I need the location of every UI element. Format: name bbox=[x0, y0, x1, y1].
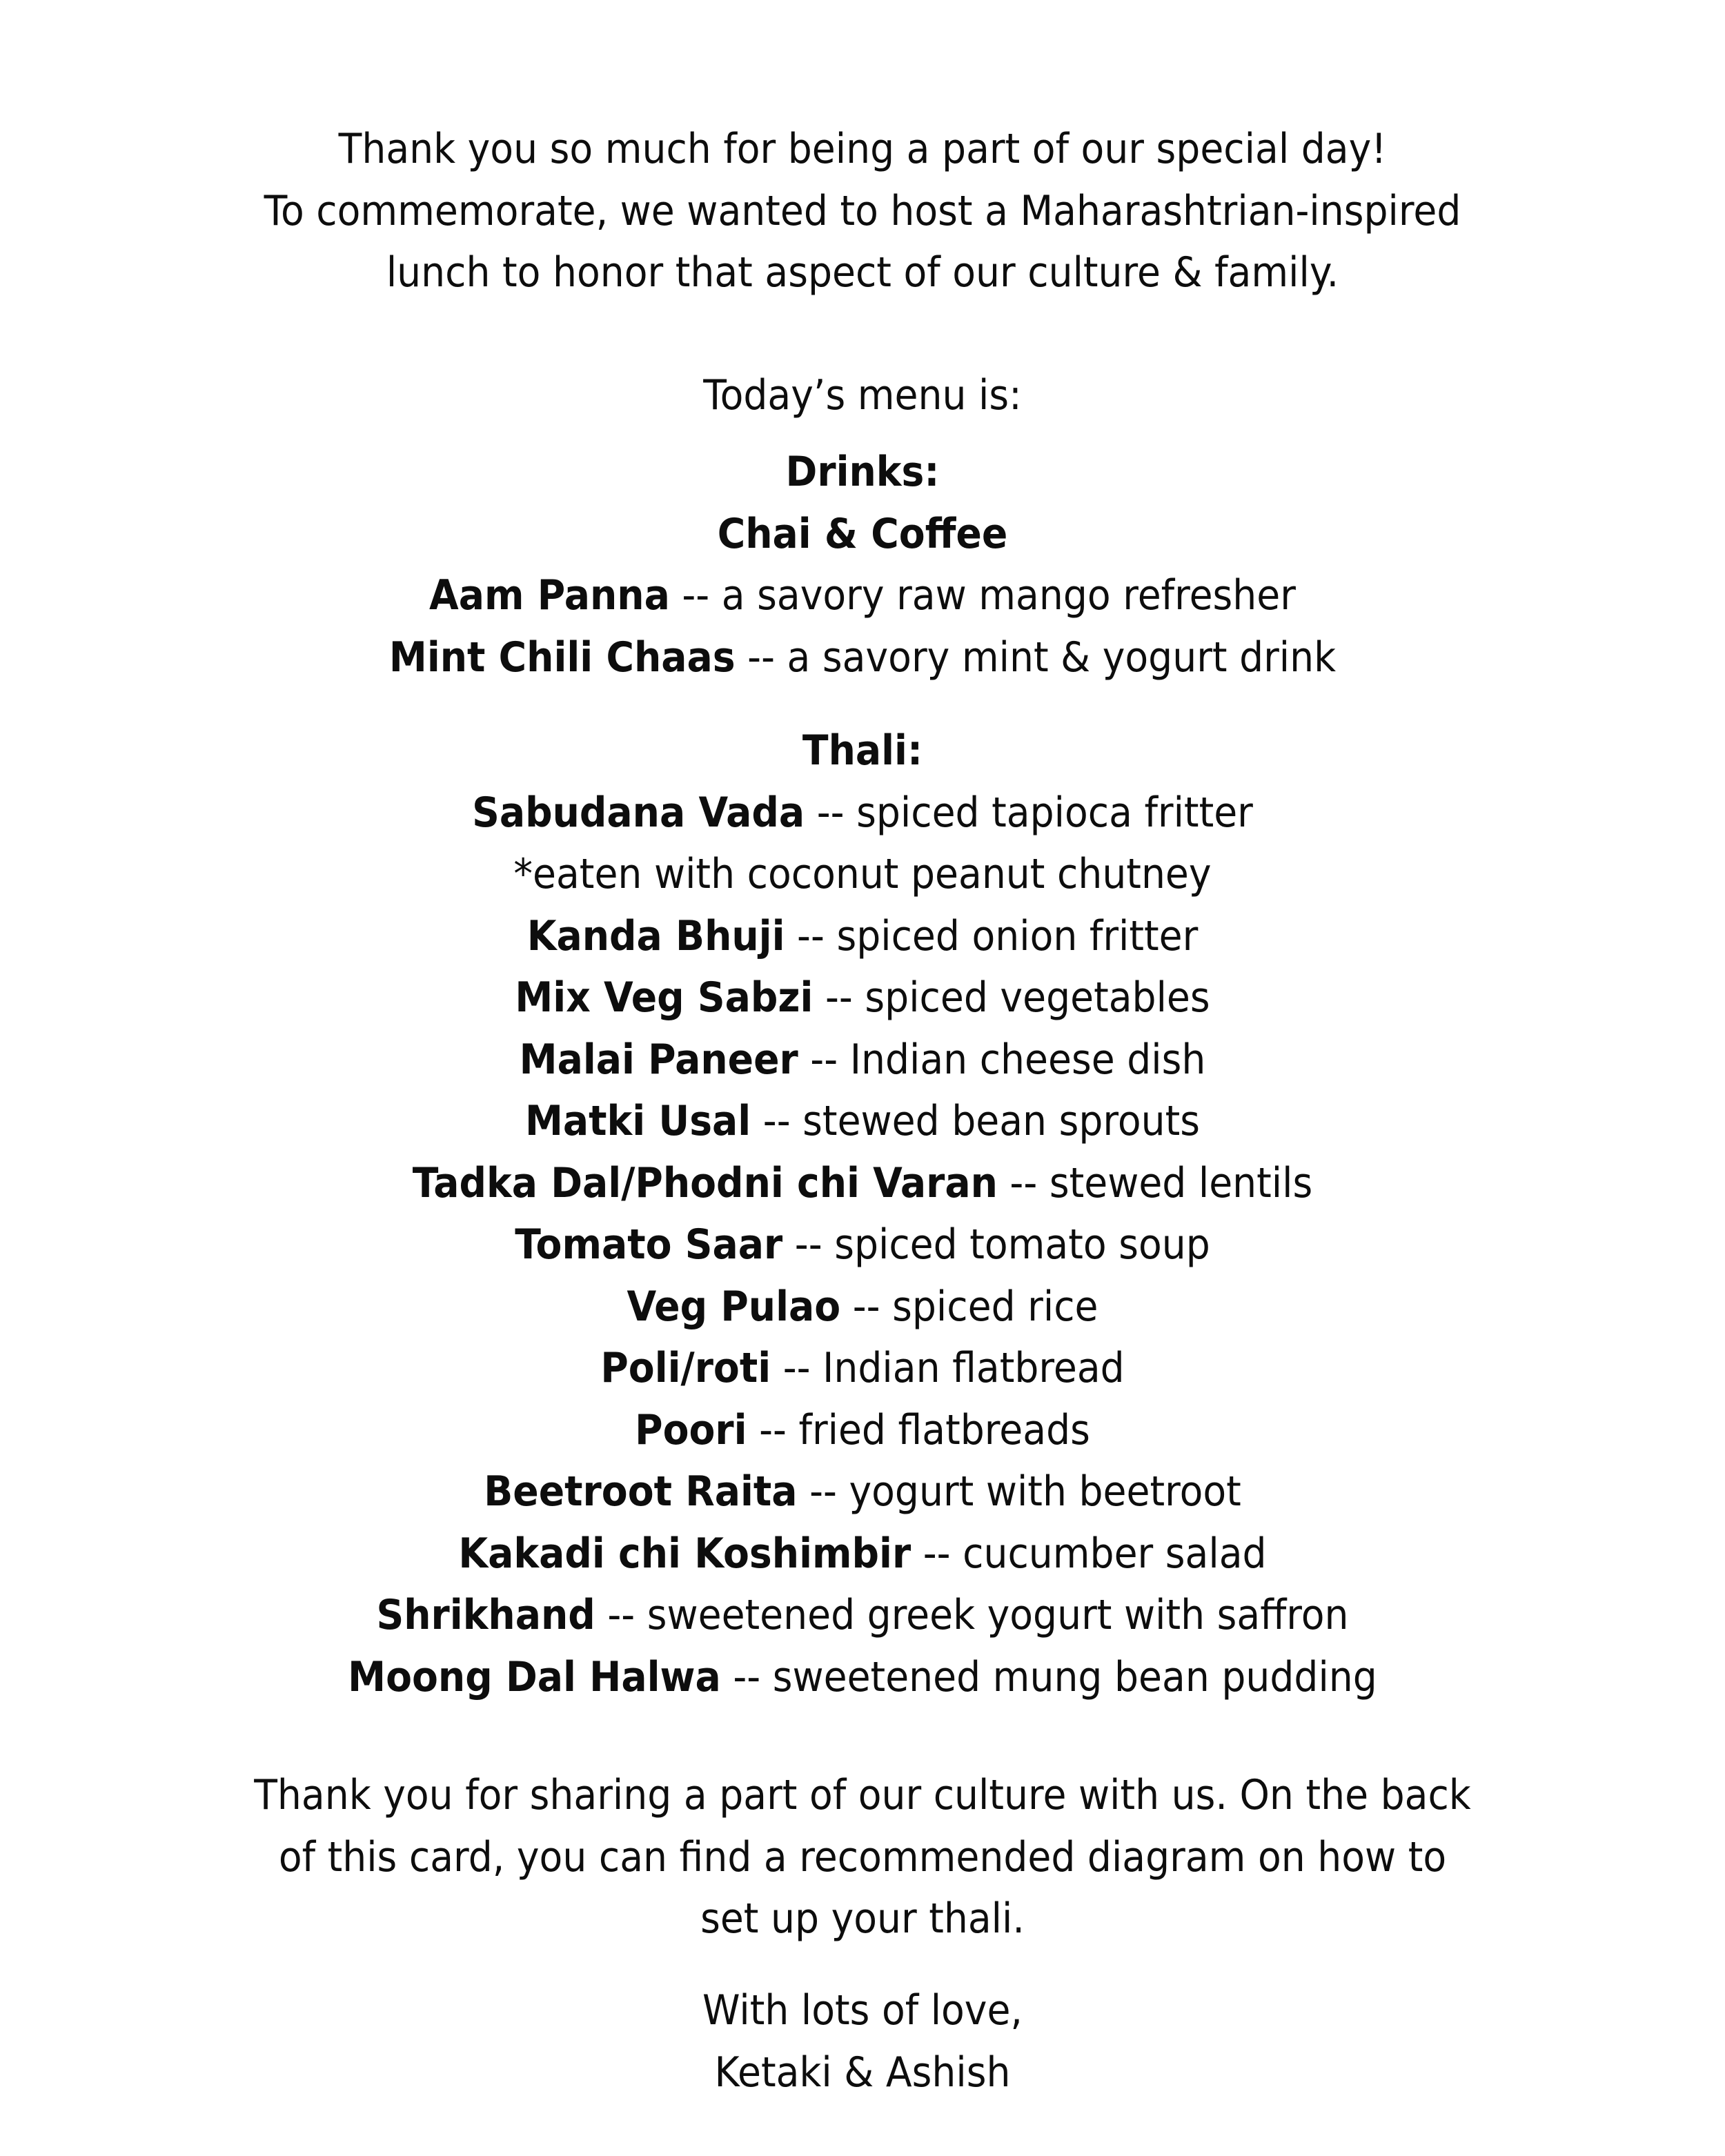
menu-item-separator: -- bbox=[997, 1158, 1049, 1207]
menu-item bbox=[69, 1647, 1656, 1709]
menu-item-name: Tomato Saar bbox=[515, 1220, 783, 1269]
menu-item bbox=[69, 1091, 1656, 1153]
menu-item-separator: -- bbox=[720, 1652, 773, 1701]
menu-item bbox=[69, 1214, 1656, 1276]
menu-item-description: spiced tapioca fritter bbox=[856, 788, 1253, 837]
intro-paragraph bbox=[0, 119, 1725, 304]
menu-item bbox=[69, 1461, 1656, 1523]
menu-item bbox=[69, 1400, 1656, 1462]
menu-item bbox=[69, 1338, 1656, 1400]
menu-item-description: spiced onion fritter bbox=[836, 911, 1199, 960]
menu-item-separator: -- bbox=[911, 1529, 963, 1578]
menu-item bbox=[69, 782, 1656, 844]
menu-item-description: Indian flatbread bbox=[822, 1344, 1125, 1392]
menu-item-separator: -- bbox=[747, 1405, 799, 1454]
menu-item-name: Veg Pulao bbox=[627, 1282, 841, 1331]
menu-item-separator: -- bbox=[735, 633, 787, 682]
menu-item-name: Poori bbox=[635, 1405, 747, 1454]
thali-heading: Thali: bbox=[802, 726, 923, 775]
menu-item-name: Chai & Coffee bbox=[717, 509, 1008, 558]
menu-item-name: Mix Veg Sabzi bbox=[515, 973, 814, 1022]
menu-item-name: Moong Dal Halwa bbox=[348, 1652, 721, 1701]
menu-item-name: Beetroot Raita bbox=[484, 1467, 798, 1516]
menu-note: *eaten with coconut peanut chutney bbox=[513, 850, 1212, 898]
menu-item-name: Mint Chili Chaas bbox=[388, 633, 736, 682]
thali-list bbox=[0, 782, 1725, 1709]
menu-item bbox=[69, 504, 1656, 566]
menu-item-separator: -- bbox=[595, 1591, 647, 1639]
menu-item-description: fried flatbreads bbox=[798, 1405, 1090, 1454]
menu-item-description: Indian cheese dish bbox=[849, 1035, 1206, 1084]
menu-item-description: a savory mint & yogurt drink bbox=[787, 633, 1337, 682]
menu-item-separator: -- bbox=[785, 911, 837, 960]
menu-item-separator: -- bbox=[813, 973, 865, 1022]
menu-item-name: Matki Usal bbox=[524, 1097, 751, 1145]
drinks-heading: Drinks: bbox=[785, 448, 940, 496]
menu-item-separator: -- bbox=[771, 1344, 823, 1392]
menu-item-separator: -- bbox=[782, 1220, 835, 1269]
outro-line: Thank you for sharing a part of our culture with us. On the back bbox=[254, 1771, 1471, 1819]
intro-line: Thank you so much for being a part of our special day! bbox=[338, 125, 1387, 173]
outro-paragraph bbox=[0, 1765, 1725, 1950]
menu-item-description: yogurt with beetroot bbox=[849, 1467, 1241, 1516]
menu-intro-text: Today’s menu is: bbox=[703, 371, 1022, 419]
menu-item bbox=[69, 1276, 1656, 1338]
menu-item-description: sweetened mung bean pudding bbox=[772, 1652, 1377, 1701]
menu-item-description: a savory raw mango refresher bbox=[721, 571, 1296, 620]
menu-item-description: spiced vegetables bbox=[865, 973, 1210, 1022]
drinks-section bbox=[0, 442, 1725, 689]
outro-line: of this card, you can find a recommended diagram on how to bbox=[278, 1832, 1447, 1881]
menu-item-description: spiced tomato soup bbox=[834, 1220, 1210, 1269]
intro-line: lunch to honor that aspect of our culture & family. bbox=[386, 248, 1339, 297]
menu-item-name: Malai Paneer bbox=[519, 1035, 798, 1084]
menu-item bbox=[69, 1523, 1656, 1585]
menu-item-description: cucumber salad bbox=[963, 1529, 1267, 1578]
menu-item-name: Shrikhand bbox=[376, 1591, 595, 1639]
intro-line: To commemorate, we wanted to host a Maharashtrian-inspired bbox=[264, 186, 1461, 235]
menu-item-name: Kanda Bhuji bbox=[526, 911, 785, 960]
thali-section bbox=[0, 720, 1725, 1708]
menu-item-separator: -- bbox=[669, 571, 722, 620]
menu-item-name: Tadka Dal/Phodni chi Varan bbox=[412, 1158, 998, 1207]
signoff-names: Ketaki & Ashish bbox=[714, 2048, 1011, 2097]
menu-item bbox=[69, 627, 1656, 689]
menu-item bbox=[69, 906, 1656, 968]
menu-item-name: Kakadi chi Koshimbir bbox=[458, 1529, 911, 1578]
menu-item-separator: -- bbox=[751, 1097, 803, 1145]
menu-item bbox=[69, 565, 1656, 627]
menu-item bbox=[69, 1585, 1656, 1647]
outro-line: set up your thali. bbox=[700, 1895, 1025, 1943]
menu-item-separator: -- bbox=[840, 1282, 893, 1331]
menu-item-description: stewed bean sprouts bbox=[802, 1097, 1201, 1145]
menu-item-name: Sabudana Vada bbox=[472, 788, 805, 837]
signoff bbox=[0, 1980, 1725, 2104]
menu-item-description: stewed lentils bbox=[1049, 1158, 1313, 1207]
drinks-list bbox=[0, 504, 1725, 689]
menu-item-separator: -- bbox=[805, 788, 857, 837]
menu-item bbox=[69, 1029, 1656, 1091]
menu-item-name: Aam Panna bbox=[429, 571, 670, 620]
menu-item-separator: -- bbox=[798, 1035, 850, 1084]
menu-item-description: spiced rice bbox=[892, 1282, 1098, 1331]
menu-item bbox=[69, 1153, 1656, 1215]
menu-intro bbox=[0, 365, 1725, 427]
menu-item-separator: -- bbox=[797, 1467, 849, 1516]
signoff-closing: With lots of love, bbox=[702, 1986, 1023, 2035]
menu-item bbox=[69, 967, 1656, 1029]
menu-item-name: Poli/roti bbox=[600, 1344, 771, 1392]
menu-item-description: sweetened greek yogurt with saffron bbox=[647, 1591, 1349, 1639]
